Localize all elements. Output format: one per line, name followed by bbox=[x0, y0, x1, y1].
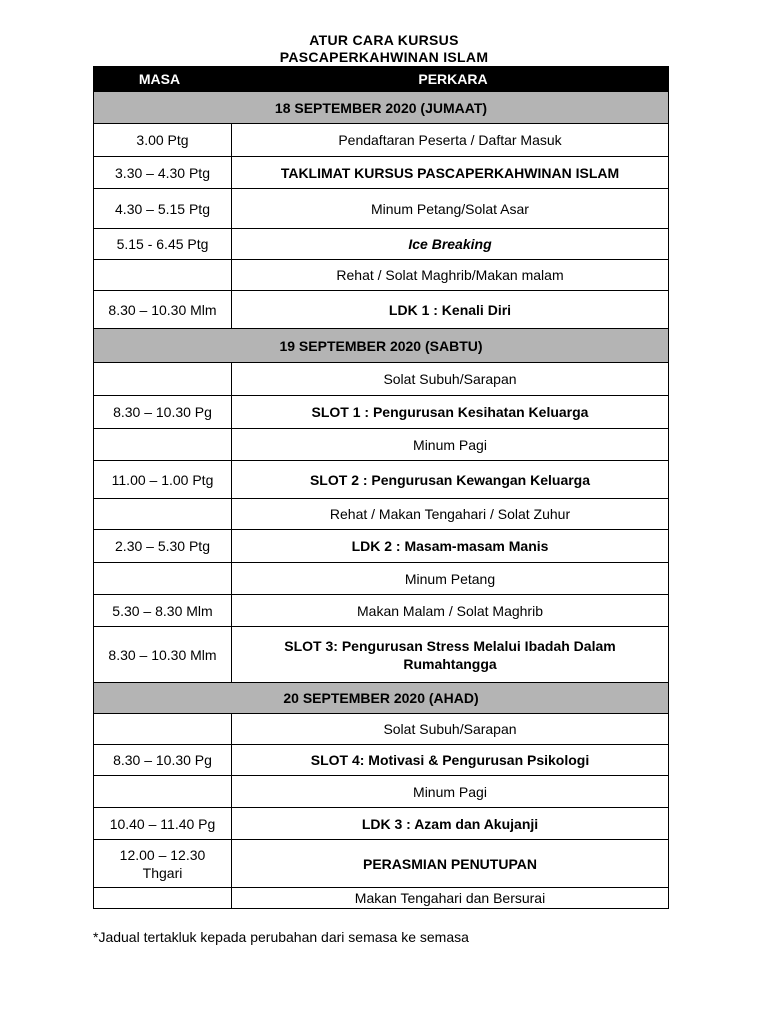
time-cell bbox=[94, 714, 232, 745]
time-cell: 3.00 Ptg bbox=[94, 124, 232, 157]
item-cell: Rehat / Solat Maghrib/Makan malam bbox=[232, 260, 669, 291]
title-line-1: ATUR CARA KURSUS bbox=[309, 32, 459, 48]
day-label: 19 SEPTEMBER 2020 (SABTU) bbox=[94, 329, 669, 363]
table-row bbox=[94, 396, 669, 429]
table-row bbox=[94, 530, 669, 563]
item-cell: Solat Subuh/Sarapan bbox=[232, 363, 669, 396]
table-row bbox=[94, 745, 669, 776]
schedule-table bbox=[93, 66, 669, 909]
time-cell bbox=[94, 888, 232, 909]
time-cell: 10.40 – 11.40 Pg bbox=[94, 808, 232, 840]
footnote: *Jadual tertakluk kepada perubahan dari semasa ke semasa bbox=[93, 929, 469, 945]
time-cell bbox=[94, 429, 232, 461]
time-cell: 5.30 – 8.30 Mlm bbox=[94, 595, 232, 627]
table-row bbox=[94, 776, 669, 808]
table-row bbox=[94, 229, 669, 260]
day-row-3 bbox=[94, 683, 669, 714]
item-cell: Rehat / Makan Tengahari / Solat Zuhur bbox=[232, 499, 669, 530]
table-row bbox=[94, 189, 669, 229]
item-cell: LDK 2 : Masam-masam Manis bbox=[232, 530, 669, 563]
item-cell: PERASMIAN PENUTUPAN bbox=[232, 840, 669, 888]
day-row-1 bbox=[94, 92, 669, 124]
time-cell: 8.30 – 10.30 Pg bbox=[94, 745, 232, 776]
item-cell: Minum Petang/Solat Asar bbox=[232, 189, 669, 229]
header-item: PERKARA bbox=[232, 67, 669, 92]
day-row-2 bbox=[94, 329, 669, 363]
item-cell: Minum Petang bbox=[232, 563, 669, 595]
item-cell: SLOT 4: Motivasi & Pengurusan Psikologi bbox=[232, 745, 669, 776]
time-cell: 2.30 – 5.30 Ptg bbox=[94, 530, 232, 563]
item-cell: SLOT 3: Pengurusan Stress Melalui Ibadah Dalam Rumahtangga bbox=[232, 627, 669, 683]
time-cell bbox=[94, 260, 232, 291]
table-row bbox=[94, 291, 669, 329]
table-row bbox=[94, 808, 669, 840]
time-cell: 5.15 - 6.45 Ptg bbox=[94, 229, 232, 260]
time-cell bbox=[94, 499, 232, 530]
item-cell: Minum Pagi bbox=[232, 776, 669, 808]
table-row bbox=[94, 563, 669, 595]
table-row bbox=[94, 840, 669, 888]
table-row bbox=[94, 124, 669, 157]
table-row bbox=[94, 260, 669, 291]
item-cell: Minum Pagi bbox=[232, 429, 669, 461]
time-cell: 3.30 – 4.30 Ptg bbox=[94, 157, 232, 189]
time-cell: 8.30 – 10.30 Pg bbox=[94, 396, 232, 429]
table-row bbox=[94, 363, 669, 396]
item-cell: SLOT 2 : Pengurusan Kewangan Keluarga bbox=[232, 461, 669, 499]
time-cell: 8.30 – 10.30 Mlm bbox=[94, 627, 232, 683]
table-row bbox=[94, 888, 669, 909]
item-cell: LDK 1 : Kenali Diri bbox=[232, 291, 669, 329]
table-row bbox=[94, 714, 669, 745]
table-row bbox=[94, 499, 669, 530]
day-label: 18 SEPTEMBER 2020 (JUMAAT) bbox=[94, 92, 669, 124]
item-cell: Makan Malam / Solat Maghrib bbox=[232, 595, 669, 627]
time-cell: 4.30 – 5.15 Ptg bbox=[94, 189, 232, 229]
table-row bbox=[94, 157, 669, 189]
time-cell: 12.00 – 12.30 Thgari bbox=[94, 840, 232, 888]
item-cell: TAKLIMAT KURSUS PASCAPERKAHWINAN ISLAM bbox=[232, 157, 669, 189]
document-title bbox=[0, 32, 768, 66]
title-line-2: PASCAPERKAHWINAN ISLAM bbox=[279, 49, 489, 65]
table-row bbox=[94, 627, 669, 683]
item-cell: Makan Tengahari dan Bersurai bbox=[232, 888, 669, 909]
time-cell bbox=[94, 563, 232, 595]
time-cell bbox=[94, 363, 232, 396]
time-cell: 11.00 – 1.00 Ptg bbox=[94, 461, 232, 499]
day-label: 20 SEPTEMBER 2020 (AHAD) bbox=[94, 683, 669, 714]
item-cell: Pendaftaran Peserta / Daftar Masuk bbox=[232, 124, 669, 157]
header-time: MASA bbox=[94, 67, 232, 92]
table-header-row bbox=[94, 67, 669, 92]
table-row bbox=[94, 595, 669, 627]
time-cell bbox=[94, 776, 232, 808]
item-cell: Ice Breaking bbox=[232, 229, 669, 260]
item-cell: LDK 3 : Azam dan Akujanji bbox=[232, 808, 669, 840]
time-cell: 8.30 – 10.30 Mlm bbox=[94, 291, 232, 329]
table-row bbox=[94, 429, 669, 461]
item-cell: SLOT 1 : Pengurusan Kesihatan Keluarga bbox=[232, 396, 669, 429]
item-cell: Solat Subuh/Sarapan bbox=[232, 714, 669, 745]
table-row bbox=[94, 461, 669, 499]
